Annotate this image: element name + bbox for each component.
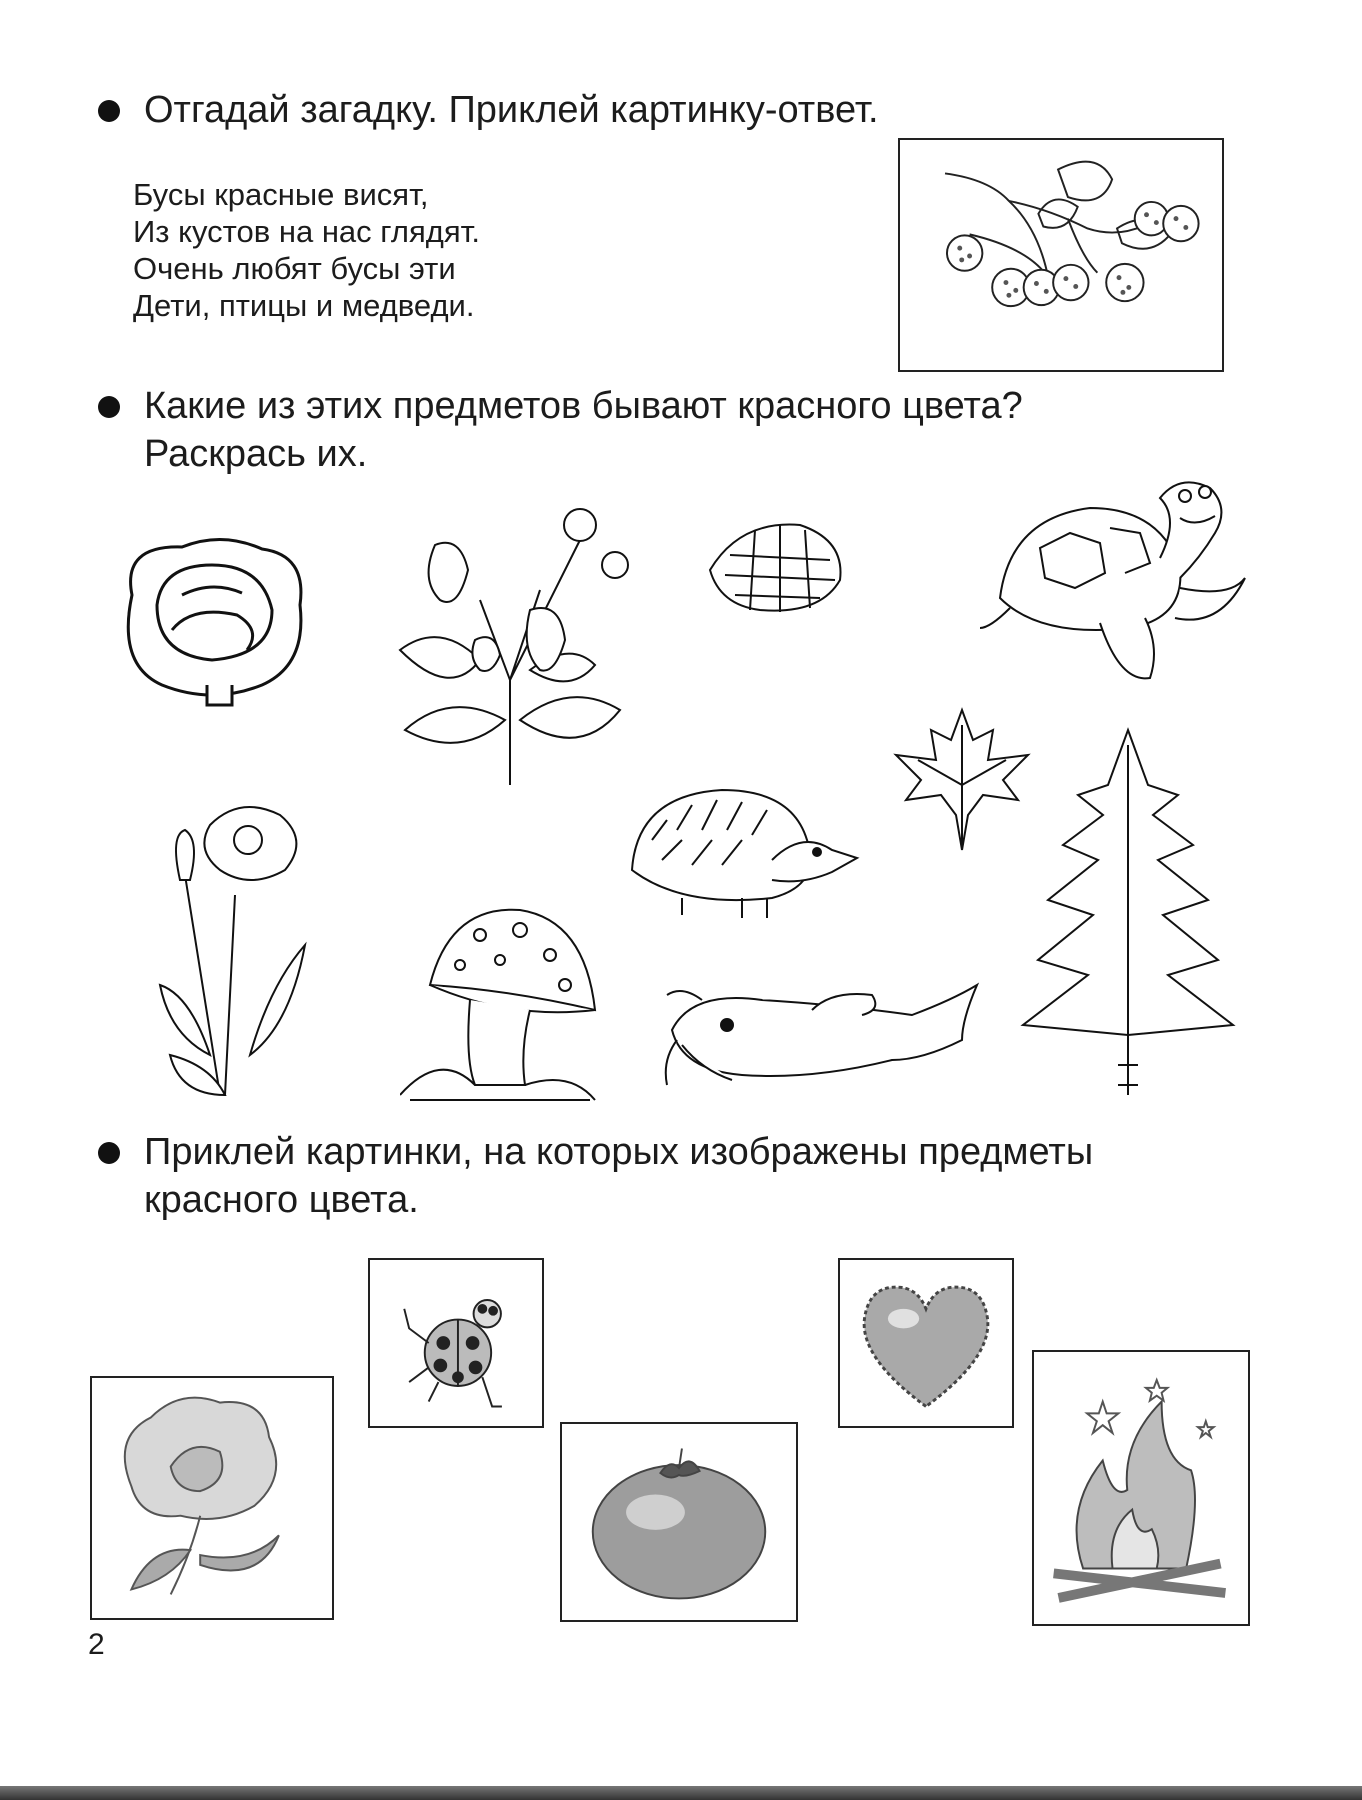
coloring-item	[888, 705, 1036, 853]
raspberry-branch-icon	[900, 140, 1222, 370]
turtle-icon	[980, 478, 1250, 688]
coloring-item	[1018, 725, 1238, 1100]
riddle-line: Бусы красные висят,	[133, 177, 429, 212]
heart-icon	[840, 1260, 1012, 1426]
sticker-picture-frame	[838, 1258, 1014, 1428]
riddle-text	[133, 176, 480, 324]
hedgehog-icon	[622, 780, 862, 922]
answer-picture-frame	[898, 138, 1224, 372]
task-2-instruction	[98, 382, 1023, 478]
task-3-line-1: Приклей картинки, на которых изображены предметы	[144, 1131, 1094, 1173]
sticker-picture-frame	[368, 1258, 544, 1428]
bullet-icon	[98, 1142, 120, 1164]
page-number: 2	[88, 1628, 105, 1661]
pine-cone-icon	[700, 510, 850, 625]
bullet-icon	[98, 100, 120, 122]
strawberry-plant-icon	[380, 500, 640, 788]
coloring-item	[980, 478, 1250, 688]
catfish-icon	[662, 980, 982, 1092]
riddle-line: Очень любят бусы эти	[133, 251, 456, 286]
carnation-flower-icon	[92, 1378, 332, 1618]
ladybug-icon	[370, 1260, 542, 1426]
sticker-picture-frame	[560, 1422, 798, 1622]
task-1-instruction	[98, 86, 879, 134]
task-3-instruction	[98, 1128, 1093, 1224]
coloring-item	[112, 535, 312, 713]
poppy-icon	[150, 795, 320, 1100]
sticker-picture-frame	[1032, 1350, 1250, 1626]
task-2-line-1: Какие из этих предметов бывают красного цвета?	[144, 385, 1023, 427]
bullet-icon	[98, 396, 120, 418]
coloring-item	[150, 795, 320, 1100]
task-2-line-2: Раскрась их.	[144, 433, 368, 475]
scan-edge	[0, 1786, 1362, 1800]
riddle-line: Дети, птицы и медведи.	[133, 288, 475, 323]
coloring-item	[622, 780, 862, 922]
maple-leaf-icon	[888, 705, 1036, 853]
coloring-item	[380, 500, 640, 788]
sticker-picture-frame	[90, 1376, 334, 1620]
coloring-item	[662, 980, 982, 1092]
campfire-icon	[1034, 1352, 1248, 1624]
task-1-text: Отгадай загадку. Приклей картинку-ответ.	[144, 89, 879, 131]
coloring-item	[700, 510, 850, 625]
task-3-line-2: красного цвета.	[144, 1179, 419, 1221]
tomato-icon	[562, 1424, 796, 1620]
spruce-tree-icon	[1018, 725, 1238, 1100]
fly-agaric-mushroom-icon	[400, 900, 600, 1105]
cabbage-icon	[112, 535, 312, 713]
coloring-item	[400, 900, 600, 1105]
riddle-line: Из кустов на нас глядят.	[133, 214, 481, 249]
